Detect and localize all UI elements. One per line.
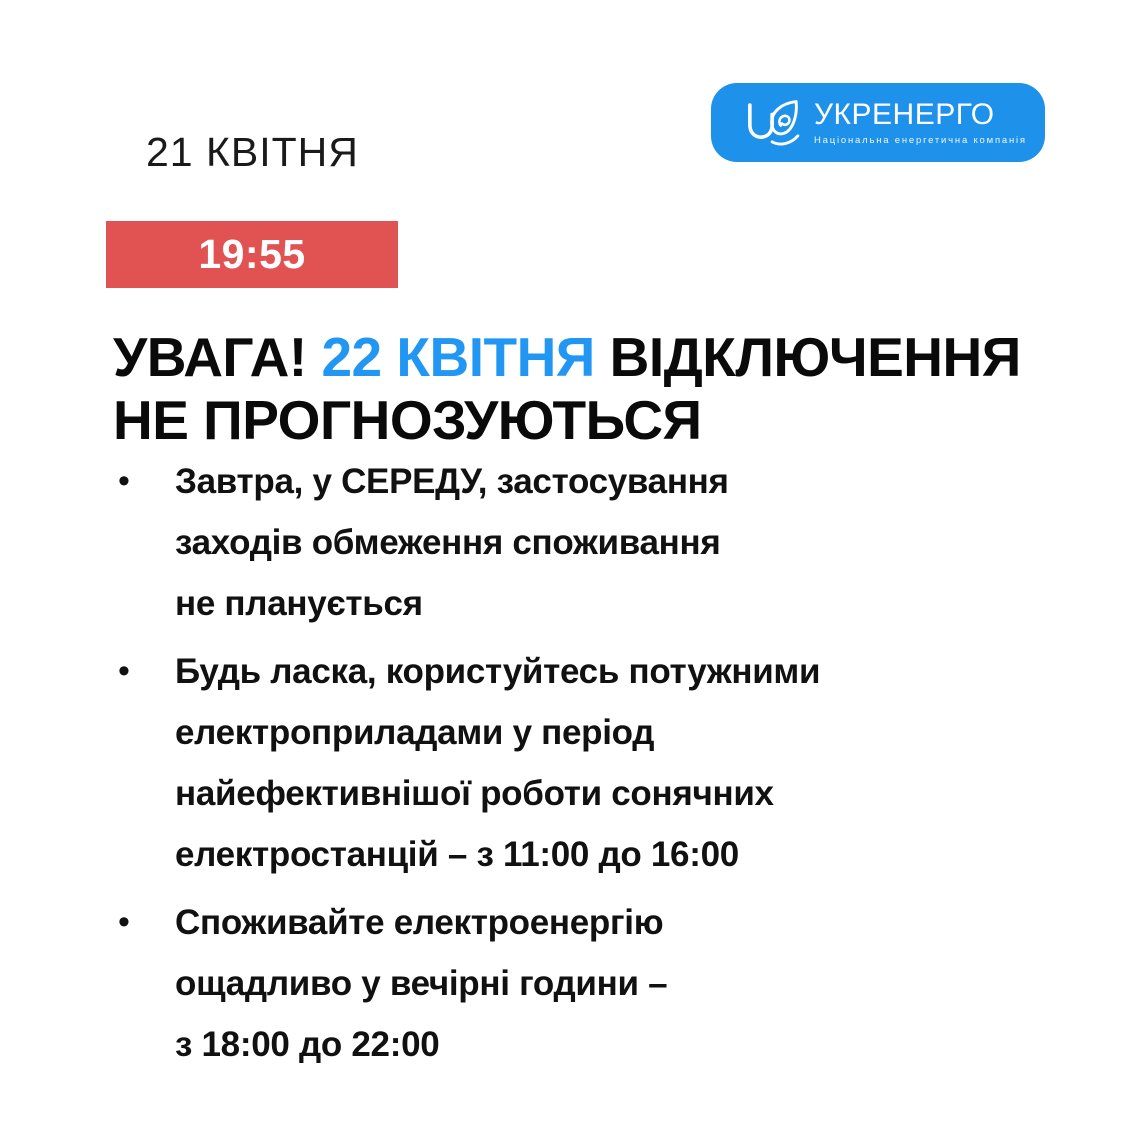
bullet-2-line-1: Будь ласка, користуйтесь потужними — [175, 652, 821, 691]
bullet-text-3 — [175, 892, 667, 1075]
headline-date-highlight: 22 КВІТНЯ — [321, 326, 595, 388]
time-badge: 19:55 — [106, 221, 398, 288]
bullet-item-3 — [118, 892, 1048, 1075]
bullet-text-2 — [175, 641, 820, 885]
logo-name: УКРЕНЕРГО — [814, 98, 995, 132]
bullet-2-line-4: електростанцій – з 11:00 до 16:00 — [175, 835, 739, 874]
headline — [113, 326, 1093, 452]
bullet-item-1 — [118, 451, 1048, 634]
bullet-3-line-2: ощадливо у вечірні години – — [175, 964, 668, 1003]
headline-line2: НЕ ПРОГНОЗУЮТЬСЯ — [113, 389, 702, 451]
bullet-1-line-3: не планується — [175, 584, 423, 623]
bullet-dot-icon: • — [118, 903, 130, 941]
bullet-dot-icon: • — [118, 652, 130, 690]
bullet-list — [118, 451, 1048, 1082]
ukrenergo-leaf-u-icon — [743, 97, 803, 149]
headline-attention: УВАГА! — [113, 326, 307, 388]
ukrenergo-logo — [711, 83, 1045, 162]
date-label: 21 КВІТНЯ — [146, 129, 359, 175]
bullet-1-line-1: Завтра, у СЕРЕДУ, застосування — [175, 462, 729, 501]
bullet-2-line-2: електроприладами у період — [175, 713, 655, 752]
logo-tagline: Національна енергетична компанія — [814, 134, 1027, 146]
bullet-2-line-3: найефективнішої роботи сонячних — [175, 774, 774, 813]
headline-line1-rest: ВІДКЛЮЧЕННЯ — [609, 326, 1021, 388]
logo-textblock — [814, 99, 1027, 146]
bullet-text-1 — [175, 451, 729, 634]
bullet-3-line-1: Споживайте електроенергію — [175, 903, 664, 942]
bullet-item-2 — [118, 641, 1048, 885]
bullet-3-line-3: з 18:00 до 22:00 — [175, 1025, 440, 1064]
bullet-1-line-2: заходів обмеження споживання — [175, 523, 721, 562]
bullet-dot-icon: • — [118, 462, 130, 500]
